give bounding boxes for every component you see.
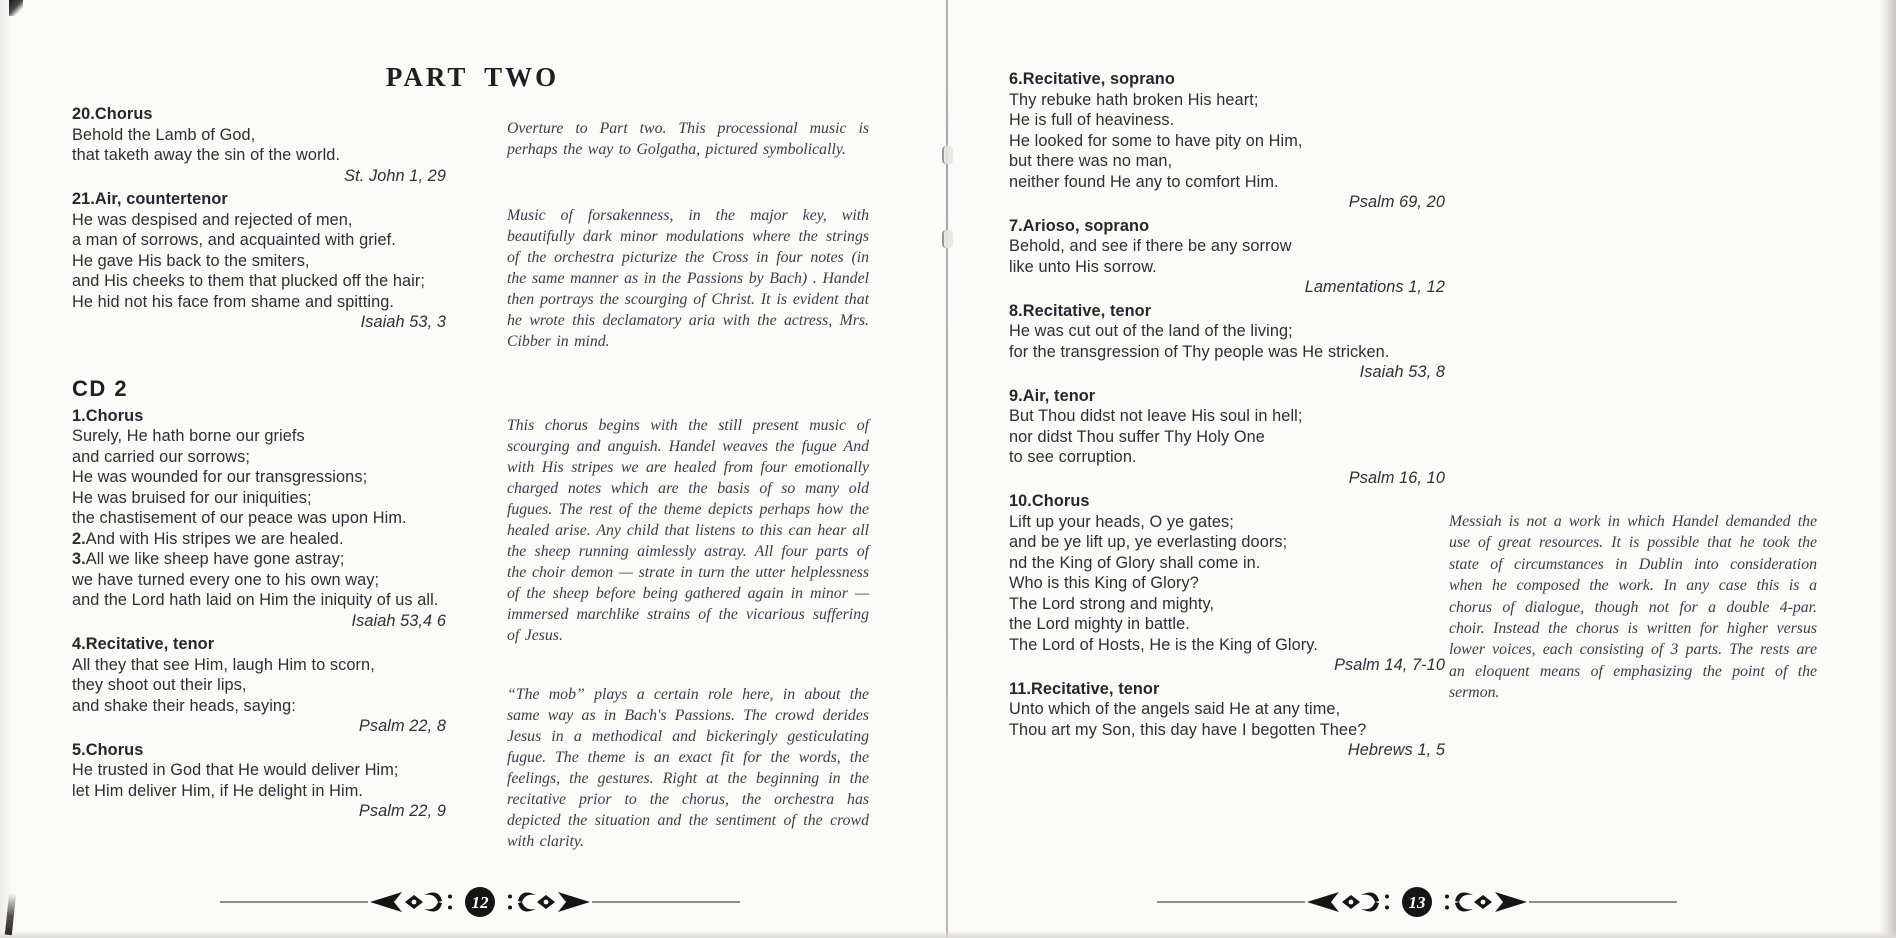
- movement-heading: 5.Chorus: [72, 740, 144, 759]
- movement-heading: 21.Air, countertenor: [72, 190, 228, 208]
- commentary-paragraph: Messiah is not a work in which Handel demanded the use of great resources. It is possible that he took the state of circumstances in Dublin into consideration when he composed the work. In any case this is a chorus of dialogue, though not for a double 4-par. choir. Instead the chorus is written for higher versus lower voices, each consisting of 3 parts. The rests are an eloquent means of emphasizing the point of the sermon.: [1449, 513, 1817, 702]
- page-number-ornament-left: [220, 882, 740, 922]
- scripture-citation: Isaiah 53, 3: [360, 313, 446, 331]
- lyric-line: the chastisement of our peace was upon Him.: [72, 509, 407, 527]
- movement-heading: 7.Arioso, soprano: [1009, 216, 1150, 235]
- lyric-line: for the transgression of Thy people was He stricken.: [1009, 342, 1390, 361]
- scan-artifact-top-left: [9, 0, 23, 16]
- movement-heading: 1.Chorus: [72, 406, 144, 425]
- lyric-line: He was wounded for our transgressions;: [72, 468, 368, 486]
- divider-ornament-icon: [220, 882, 740, 922]
- lyric-line: to see corruption.: [1009, 448, 1137, 466]
- scripture-citation: Isaiah 53,4 6: [351, 611, 446, 630]
- staple-stitch: [942, 146, 953, 164]
- lyric-line: 2.And with His stripes we are healed.: [72, 529, 344, 548]
- movement-heading: 4.Recitative, tenor: [72, 635, 215, 653]
- scripture-citation: St. John 1, 29: [344, 166, 446, 185]
- lyric-line: the Lord mighty in battle.: [1009, 615, 1190, 633]
- page-number-ornament-right: [1157, 882, 1677, 922]
- left-page-lyrics-column: [72, 101, 450, 822]
- movement-heading: 11.Recitative, tenor: [1009, 679, 1160, 698]
- lyric-line: let Him deliver Him, if He delight in Him.: [72, 781, 364, 800]
- lyric-line: The Lord strong and mighty,: [1009, 594, 1215, 613]
- lyric-line: He was despised and rejected of men,: [72, 210, 353, 229]
- lyric-line: He was bruised for our iniquities;: [72, 488, 312, 507]
- lyric-line: and be ye lift up, ye everlasting doors;: [1009, 533, 1288, 551]
- lyric-line: Lift up your heads, O ye gates;: [1009, 512, 1234, 531]
- lyric-line: The Lord of Hosts, He is the King of Glory.: [1009, 635, 1318, 654]
- lyric-line: Behold, and see if there be any sorrow: [1009, 237, 1292, 255]
- lyric-line: and shake their heads, saying:: [72, 696, 296, 715]
- lyric-line: and His cheeks to them that plucked off the hair;: [72, 272, 426, 290]
- commentary-paragraph: Music of forsakenness, in the major key, with beautifully dark minor modulations where the strings of the orchestra picturize the Cross in four notes (in the same manner as in the Passions by Bach) . Handel then portrays the scourging of Christ. It is evident that he wrote this declamatory aria with the actress, Mrs. Cibber in mind.: [507, 207, 869, 350]
- lyric-line: Thy rebuke hath broken His heart;: [1009, 90, 1259, 109]
- scan-edge-bottom: [0, 931, 1896, 938]
- lyric-line: Unto which of the angels said He at any time,: [1009, 700, 1341, 718]
- right-page-lyrics-column: [1009, 66, 1449, 761]
- lyric-line: and carried our sorrows;: [72, 447, 250, 466]
- staple-stitch: [942, 230, 953, 248]
- lyric-line: we have turned every one to his own way;: [72, 570, 380, 589]
- divider-ornament-icon: [1157, 882, 1677, 922]
- booklet-spine: [946, 0, 948, 938]
- lyric-line: nd the King of Glory shall come in.: [1009, 553, 1261, 572]
- lyric-line: like unto His sorrow.: [1009, 257, 1157, 276]
- scripture-citation: Psalm 14, 7-10: [1334, 656, 1445, 674]
- commentary-paragraph: Overture to Part two. This processional music is perhaps the way to Golgatha, pictured symbolically.: [507, 120, 869, 158]
- movement-heading: 20.Chorus: [72, 105, 153, 123]
- lyric-line: Behold the Lamb of God,: [72, 125, 256, 144]
- lyric-line: that taketh away the sin of the world.: [72, 146, 341, 164]
- page-title: PART TWO: [385, 62, 560, 92]
- lyric-line: But Thou didst not leave His soul in hell;: [1009, 407, 1303, 425]
- lyric-line: neither found He any to comfort Him.: [1009, 172, 1279, 191]
- movement-heading: 8.Recitative, tenor: [1009, 301, 1152, 320]
- scripture-citation: Psalm 69, 20: [1348, 193, 1445, 211]
- lyric-line: Surely, He hath borne our griefs: [72, 427, 305, 445]
- lyric-line: and the Lord hath laid on Him the iniquity of us all.: [72, 591, 439, 609]
- right-page-commentary-column: [1449, 511, 1817, 704]
- scan-edge-right: [1880, 0, 1896, 938]
- commentary-paragraph: This chorus begins with the still present music of scourging and anguish. Handel weaves the fugue And with His stripes we are healed from four emotionally charged notes which are the basis of so many old fugues. The rest of the theme depicts perhaps how the healed arise. Any child that listens to this can hear all the sheep running aimlessly astray. All four parts of the choir demon — strate in turn the utter helplessness of the sheep before being gathered again in minor — immersed marchlike strains of the vicarious suffering of Jesus.: [507, 417, 869, 644]
- commentary-paragraph: “The mob” plays a certain role here, in about the same way as in Bach's Passions. The crowd derides Jesus in a methodical and bickeringly gesticulating fugue. The theme is an exact fit for the words, the feelings, the gestures. Right at the beginning in the recitative prior to the chorus, the orchestra has depicted the situation and the sentiment of the crowd with clarity.: [507, 686, 869, 850]
- scripture-citation: Psalm 22, 9: [358, 802, 446, 820]
- scripture-citation: Hebrews 1, 5: [1347, 741, 1445, 759]
- movement-heading: 9.Air, tenor: [1009, 386, 1096, 405]
- scripture-citation: Lamentations 1, 12: [1304, 278, 1445, 296]
- lyric-line: He gave His back to the smiters,: [72, 251, 310, 270]
- lyric-line: All they that see Him, laugh Him to scorn,: [72, 655, 375, 674]
- scripture-citation: Psalm 22, 8: [358, 717, 446, 735]
- lyric-line: He was cut out of the land of the living;: [1009, 322, 1293, 340]
- movement-heading: 6.Recitative, soprano: [1009, 70, 1175, 88]
- lyric-line: He looked for some to have pity on Him,: [1009, 131, 1303, 150]
- lyric-line: He hid not his face from shame and spitting.: [72, 292, 395, 311]
- page-number: 12: [471, 893, 489, 912]
- left-page-commentary-column: [507, 118, 869, 852]
- scan-edge-left: [0, 0, 12, 938]
- movement-heading: 10.Chorus: [1009, 492, 1090, 510]
- lyric-line: He trusted in God that He would deliver Him;: [72, 761, 399, 779]
- lyric-line: a man of sorrows, and acquainted with grief.: [72, 231, 396, 249]
- cd-heading: CD 2: [72, 375, 129, 401]
- scripture-citation: Psalm 16, 10: [1348, 468, 1445, 487]
- page-number: 13: [1408, 893, 1426, 912]
- lyric-line: Thou art my Son, this day have I begotten Thee?: [1009, 720, 1367, 739]
- lyric-line: Who is this King of Glory?: [1009, 574, 1199, 592]
- lyric-line: nor didst Thou suffer Thy Holy One: [1009, 427, 1265, 446]
- lyric-line: 3.All we like sheep have gone astray;: [72, 550, 345, 568]
- lyric-line: they shoot out their lips,: [72, 676, 247, 694]
- scripture-citation: Isaiah 53, 8: [1359, 363, 1445, 381]
- lyric-line: but there was no man,: [1009, 152, 1173, 170]
- lyric-line: He is full of heaviness.: [1009, 111, 1175, 129]
